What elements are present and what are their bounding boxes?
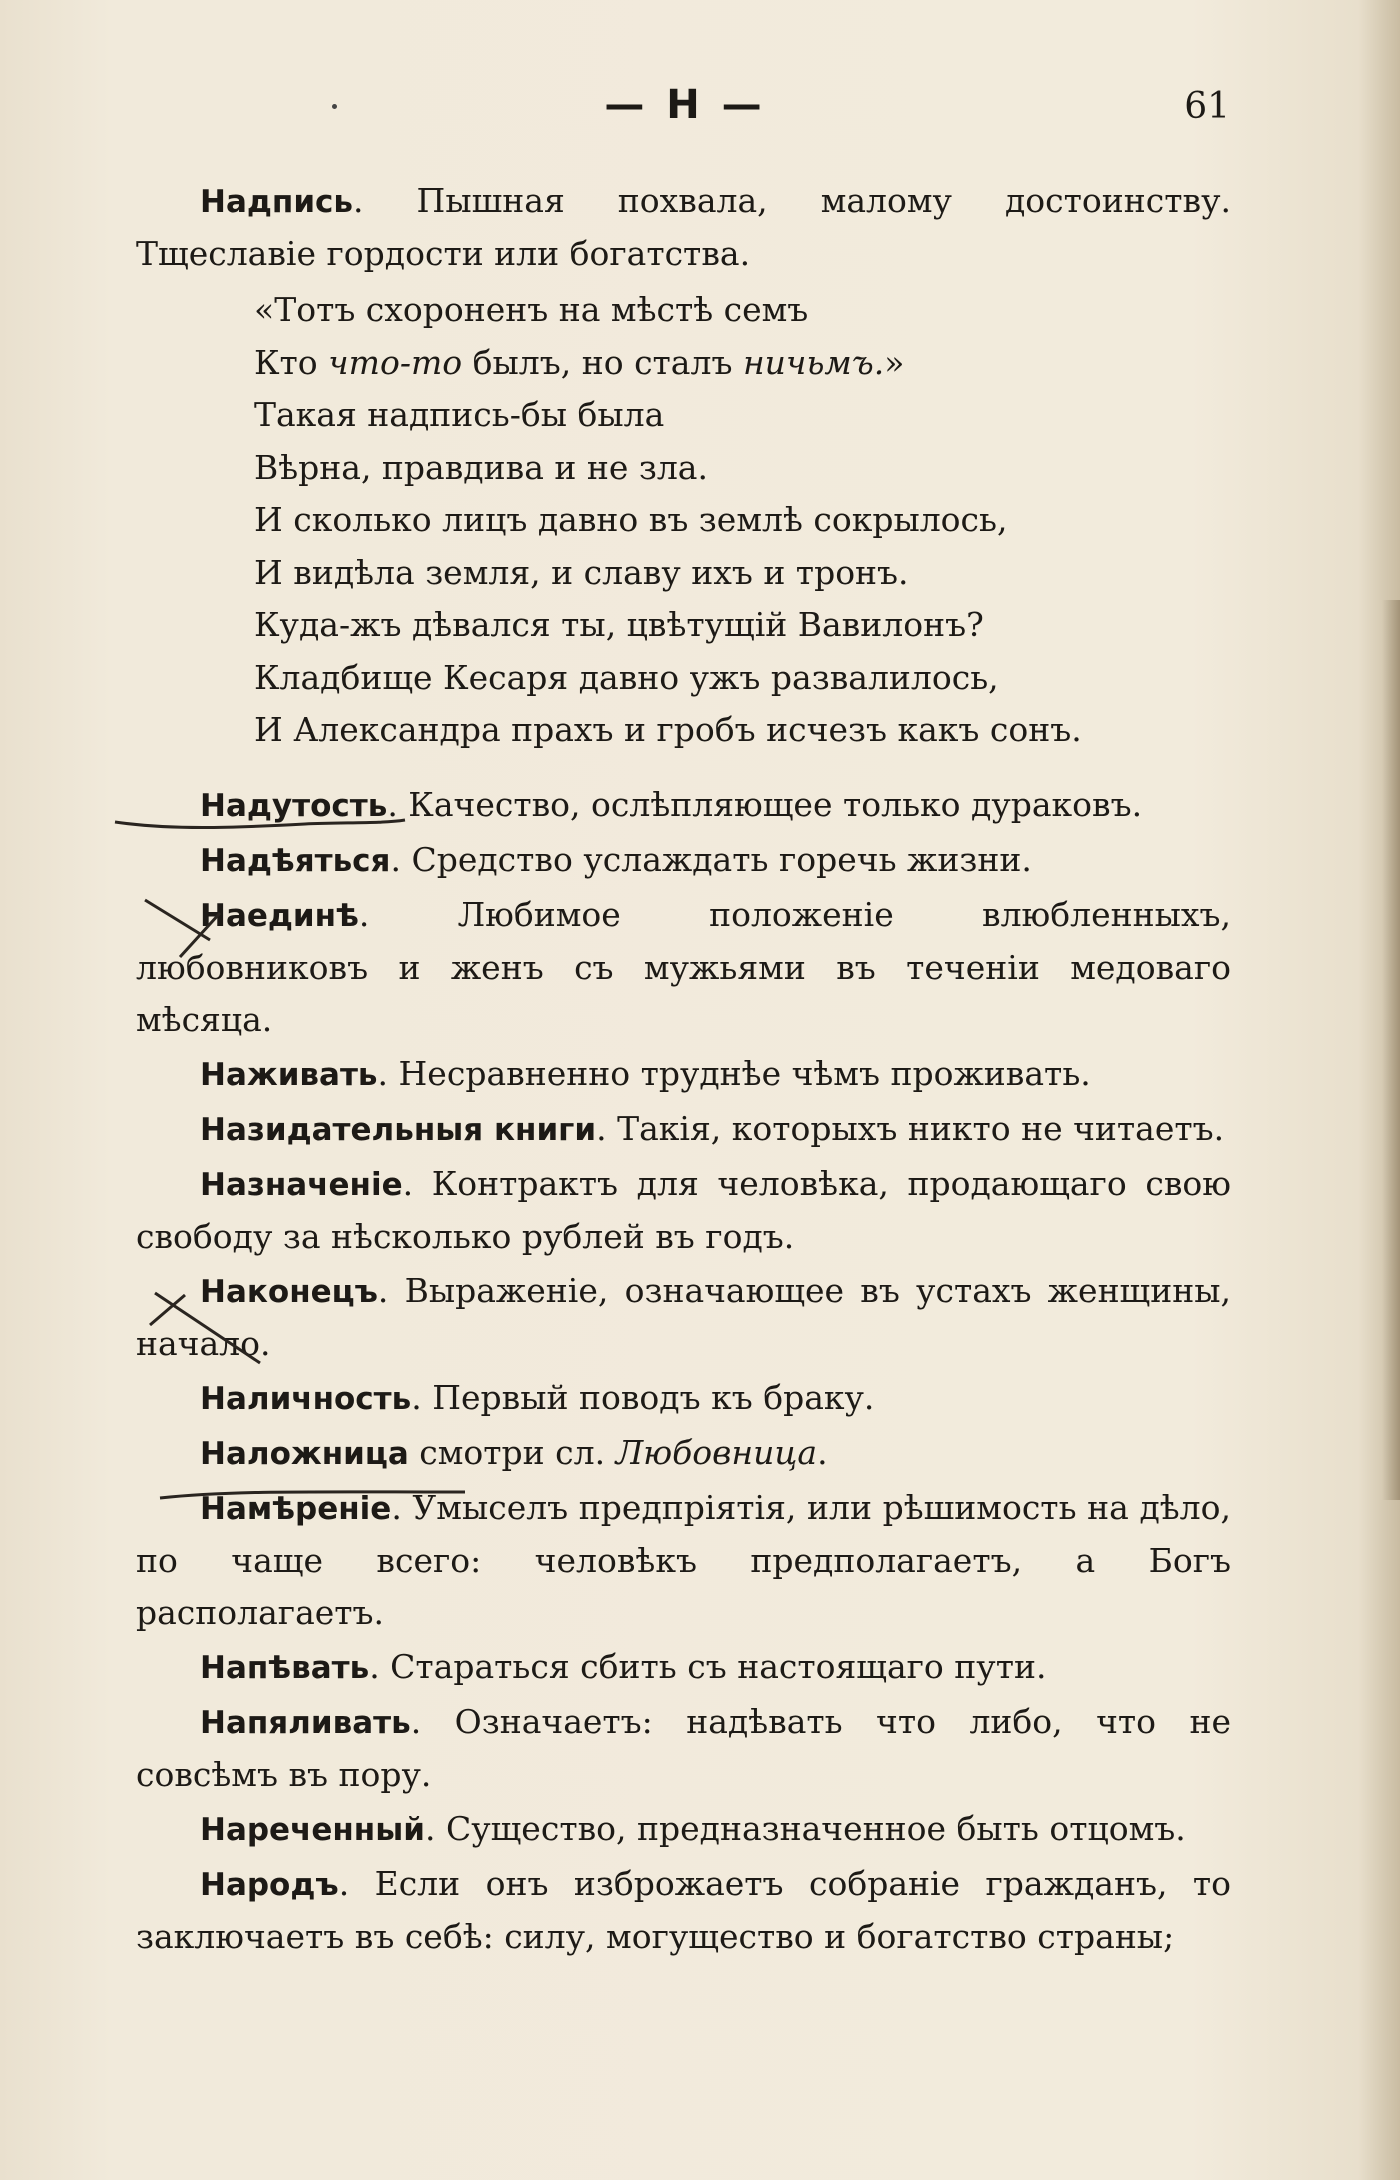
page-number: 61 bbox=[1184, 86, 1230, 127]
entry-term: Назначеніе bbox=[200, 1166, 403, 1203]
entry-term: Надѣяться bbox=[200, 842, 391, 879]
poem-line bbox=[254, 337, 1231, 390]
poem-line: Вѣрна, правдива и не зла. bbox=[254, 447, 708, 487]
entry-nazhivat bbox=[136, 1048, 1231, 1101]
poem-text: » bbox=[884, 342, 905, 382]
poem-line: И сколько лицъ давно въ землѣ сокрылось, bbox=[254, 500, 1008, 539]
entry-definition: . Такія, которыхъ никто не читаетъ. bbox=[596, 1108, 1225, 1148]
page-edge-shadow bbox=[1382, 600, 1400, 1500]
entry-term: Наложница bbox=[200, 1435, 409, 1472]
poem-italic: ничьмъ. bbox=[742, 342, 885, 382]
entry-definition: . Пышная похвала, малому достоинству. Тщеславіе гордости или богатства. bbox=[136, 181, 1231, 273]
entry-term: Наконецъ bbox=[200, 1273, 378, 1310]
entry-definition: . Первый поводъ къ браку. bbox=[411, 1377, 875, 1417]
entry-definition: . Стараться сбить съ настоящаго пути. bbox=[369, 1646, 1047, 1686]
entry-nazidatelnye-knigi bbox=[136, 1103, 1231, 1156]
entry-nadpis bbox=[136, 175, 1231, 280]
entry-napyalivat bbox=[136, 1696, 1231, 1801]
entry-nakonets bbox=[136, 1265, 1231, 1370]
entry-term: Напѣвать bbox=[200, 1649, 370, 1686]
poem-line: Такая надпись-бы была bbox=[254, 395, 665, 434]
pencil-underline-mark bbox=[110, 800, 410, 840]
entry-term: Намѣреніе bbox=[200, 1490, 392, 1527]
entry-definition: . Если онъ изброжаетъ собраніе гражданъ, то заключаетъ въ себѣ: силу, могущество и богатство страны; bbox=[136, 1863, 1231, 1956]
entry-napevat bbox=[136, 1641, 1231, 1694]
entry-definition: . Любимое положеніе влюбленныхъ, любовниковъ и женъ съ мужьями въ теченіи медоваго мѣсяца. bbox=[136, 894, 1231, 1039]
poem-text: былъ, но сталъ bbox=[462, 342, 743, 382]
poem-line: И Александра прахъ и гробъ исчезъ какъ сонъ. bbox=[254, 710, 1082, 749]
entry-definition: . Качество, ослѣпляющее только дураковъ. bbox=[387, 784, 1143, 824]
entry-definition: . Несравненно труднѣе чѣмъ проживать. bbox=[377, 1053, 1091, 1093]
entry-definition: смотри сл. bbox=[408, 1432, 616, 1472]
entry-definition: . Выраженіе, означающее въ устахъ женщины, начало. bbox=[136, 1270, 1231, 1363]
ink-dot bbox=[332, 104, 337, 109]
pencil-cross-mark bbox=[140, 1285, 290, 1375]
cross-reference: Любовница bbox=[615, 1432, 818, 1472]
entry-term: Надутость bbox=[200, 787, 388, 824]
entry-definition: . Существо, предназначенное быть отцомъ. bbox=[424, 1808, 1186, 1848]
poem-line: Кладбище Кесаря давно ужъ развалилось, bbox=[254, 657, 999, 697]
entry-definition: . Средство услаждать горечь жизни. bbox=[390, 839, 1032, 879]
entry-naedine bbox=[136, 889, 1231, 1046]
poem bbox=[254, 284, 1231, 757]
pencil-underline-mark bbox=[155, 1480, 475, 1510]
entry-term: Наединѣ bbox=[200, 897, 359, 934]
entry-punctuation: . bbox=[817, 1432, 828, 1472]
entry-term: Надпись bbox=[200, 184, 354, 220]
dictionary-text bbox=[136, 175, 1231, 1965]
entry-nalozhnitsa bbox=[136, 1427, 1231, 1480]
poem-line: Куда-жъ дѣвался ты, цвѣтущій Вавилонъ? bbox=[254, 605, 984, 644]
pencil-cross-mark bbox=[140, 895, 250, 965]
poem-text: Кто bbox=[254, 342, 329, 382]
poem-italic: что-то bbox=[328, 342, 463, 382]
entry-term: Наживать bbox=[200, 1056, 378, 1093]
entry-definition: . Умыселъ предпріятія, или рѣшимость на дѣло, по чаще всего: человѣкъ предполагаетъ, а Богъ располагаетъ. bbox=[136, 1487, 1231, 1632]
page-header bbox=[0, 82, 1400, 142]
entry-definition: . Контрактъ для человѣка, продающаго свою свободу за нѣсколько рублей въ годъ. bbox=[136, 1163, 1231, 1256]
running-head: — Н — bbox=[604, 82, 766, 128]
entry-definition: . Означаетъ: надѣвать что либо, что не совсѣмъ въ пору. bbox=[136, 1701, 1231, 1794]
entry-term: Нареченный bbox=[200, 1811, 425, 1848]
entry-term: Напяливать bbox=[200, 1704, 411, 1741]
entry-narechennyi bbox=[136, 1803, 1231, 1856]
entry-nalichnost bbox=[136, 1372, 1231, 1425]
entry-term: Назидательныя книги bbox=[200, 1111, 597, 1148]
entry-nadeyatsya bbox=[136, 834, 1231, 887]
entry-term: Народъ bbox=[200, 1866, 339, 1903]
entry-term: Наличность bbox=[200, 1380, 412, 1417]
entry-naznachenie bbox=[136, 1158, 1231, 1263]
poem-line: И видѣла земля, и славу ихъ и тронъ. bbox=[254, 552, 909, 592]
entry-narod bbox=[136, 1858, 1231, 1963]
poem-line: «Тотъ схороненъ на мѣстѣ семъ bbox=[254, 290, 809, 329]
